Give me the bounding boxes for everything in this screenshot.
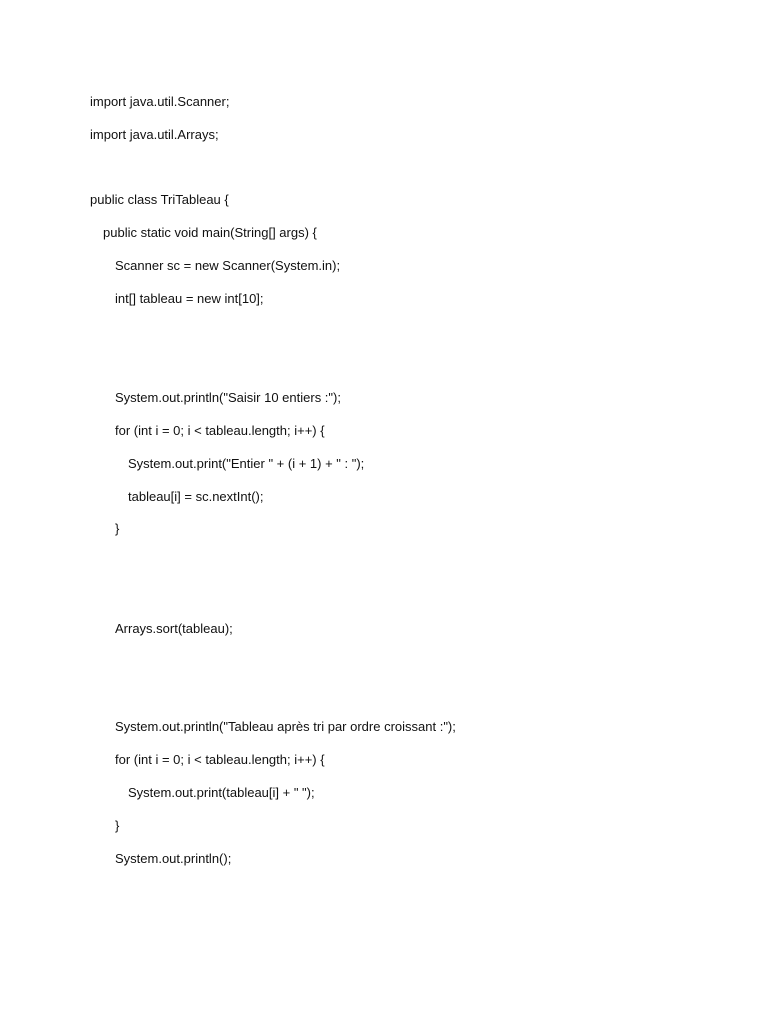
- code-line-print-element: System.out.print(tableau[i] + " ");: [128, 785, 315, 800]
- code-line-for-loop-output: for (int i = 0; i < tableau.length; i++) {: [115, 752, 325, 767]
- code-line-array-init: int[] tableau = new int[10];: [115, 291, 264, 306]
- code-line-import-arrays: import java.util.Arrays;: [90, 127, 219, 142]
- code-line-println-result: System.out.println("Tableau après tri par ordre croissant :");: [115, 719, 456, 734]
- code-line-println-empty: System.out.println();: [115, 851, 232, 866]
- code-line-arrays-sort: Arrays.sort(tableau);: [115, 621, 233, 636]
- code-line-close-brace-1: }: [115, 521, 120, 536]
- code-line-import-scanner: import java.util.Scanner;: [90, 94, 230, 109]
- code-line-println-prompt: System.out.println("Saisir 10 entiers :");: [115, 390, 341, 405]
- code-line-class-declaration: public class TriTableau {: [90, 192, 229, 207]
- code-line-read-int: tableau[i] = sc.nextInt();: [128, 489, 264, 504]
- code-line-print-entier: System.out.print("Entier " + (i + 1) + " : ");: [128, 456, 365, 471]
- code-line-close-brace-2: }: [115, 818, 120, 833]
- code-line-main-method: public static void main(String[] args) {: [103, 225, 317, 240]
- code-line-scanner-init: Scanner sc = new Scanner(System.in);: [115, 258, 341, 273]
- code-line-for-loop-input: for (int i = 0; i < tableau.length; i++) {: [115, 423, 325, 438]
